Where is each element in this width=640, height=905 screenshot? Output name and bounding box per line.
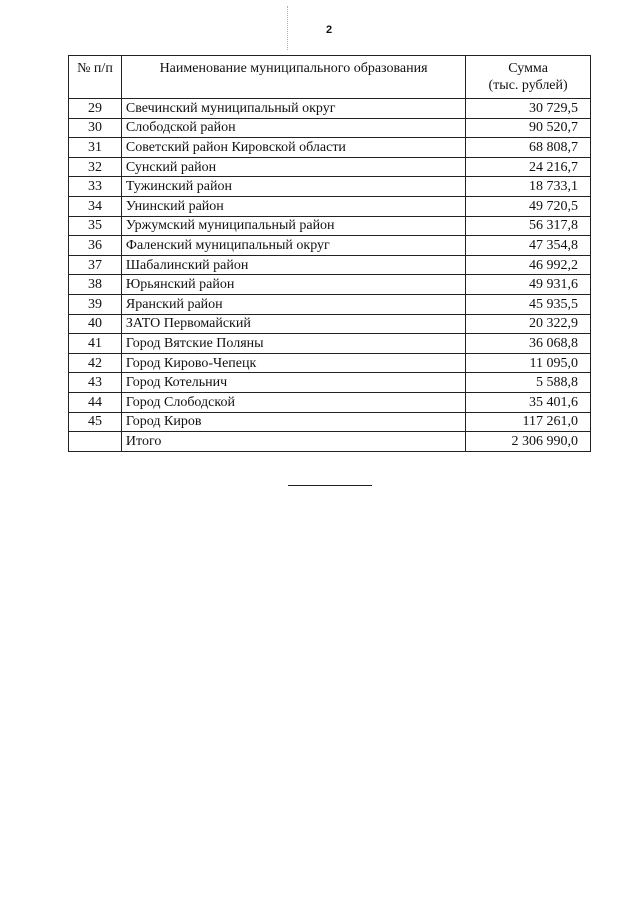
- row-sum: 20 322,9: [466, 314, 591, 334]
- row-number: 39: [69, 294, 122, 314]
- row-number: 34: [69, 196, 122, 216]
- table-row: [69, 275, 591, 295]
- municipal-sums-table: [68, 55, 591, 452]
- table-row: [69, 118, 591, 138]
- row-sum: 45 935,5: [466, 294, 591, 314]
- row-name: Город Вятские Поляны: [121, 334, 465, 354]
- row-number: 37: [69, 255, 122, 275]
- row-sum: 49 720,5: [466, 196, 591, 216]
- row-sum: 68 808,7: [466, 138, 591, 158]
- row-number: 43: [69, 373, 122, 393]
- header-number: № п/п: [69, 56, 122, 99]
- row-name: Город Котельнич: [121, 373, 465, 393]
- row-number: 42: [69, 353, 122, 373]
- row-number: 44: [69, 392, 122, 412]
- row-number: 32: [69, 157, 122, 177]
- total-row: [69, 432, 591, 452]
- header-sum-unit: (тыс. рублей): [488, 78, 568, 93]
- table-row: [69, 334, 591, 354]
- table-row: [69, 392, 591, 412]
- row-sum: 2 306 990,0: [466, 432, 591, 452]
- row-sum: 36 068,8: [466, 334, 591, 354]
- row-name: Город Киров: [121, 412, 465, 432]
- table-body: [69, 99, 591, 452]
- row-sum: 47 354,8: [466, 236, 591, 256]
- row-name: Слободской район: [121, 118, 465, 138]
- table-row: [69, 99, 591, 119]
- row-number: 38: [69, 275, 122, 295]
- row-sum: 18 733,1: [466, 177, 591, 197]
- header-sum: [466, 56, 591, 99]
- row-number: 40: [69, 314, 122, 334]
- row-name: ЗАТО Первомайский: [121, 314, 465, 334]
- row-sum: 90 520,7: [466, 118, 591, 138]
- row-number: 35: [69, 216, 122, 236]
- table-row: [69, 236, 591, 256]
- row-name: Тужинский район: [121, 177, 465, 197]
- row-name: Яранский район: [121, 294, 465, 314]
- table-row: [69, 353, 591, 373]
- row-number: [69, 432, 122, 452]
- row-name: Итого: [121, 432, 465, 452]
- table-row: [69, 314, 591, 334]
- row-name: Город Слободской: [121, 392, 465, 412]
- row-name: Уржумский муниципальный район: [121, 216, 465, 236]
- row-name: Город Кирово-Чепецк: [121, 353, 465, 373]
- row-name: Шабалинский район: [121, 255, 465, 275]
- table-row: [69, 196, 591, 216]
- row-sum: 30 729,5: [466, 99, 591, 119]
- row-name: Фаленский муниципальный округ: [121, 236, 465, 256]
- row-number: 36: [69, 236, 122, 256]
- table-row: [69, 294, 591, 314]
- header-sum-title: Сумма: [508, 61, 548, 76]
- row-sum: 5 588,8: [466, 373, 591, 393]
- table-row: [69, 216, 591, 236]
- row-sum: 46 992,2: [466, 255, 591, 275]
- row-sum: 117 261,0: [466, 412, 591, 432]
- page-number: 2: [326, 24, 333, 36]
- row-number: 30: [69, 118, 122, 138]
- row-name: Советский район Кировской области: [121, 138, 465, 158]
- row-number: 31: [69, 138, 122, 158]
- row-sum: 11 095,0: [466, 353, 591, 373]
- scan-artifact: [287, 6, 298, 50]
- table-header-row: [69, 56, 591, 99]
- table-row: [69, 157, 591, 177]
- row-name: Свечинский муниципальный округ: [121, 99, 465, 119]
- row-name: Юрьянский район: [121, 275, 465, 295]
- table-row: [69, 255, 591, 275]
- row-sum: 24 216,7: [466, 157, 591, 177]
- row-number: 33: [69, 177, 122, 197]
- row-number: 29: [69, 99, 122, 119]
- row-number: 45: [69, 412, 122, 432]
- row-name: Унинский район: [121, 196, 465, 216]
- row-sum: 35 401,6: [466, 392, 591, 412]
- end-of-document-rule: [288, 485, 372, 486]
- row-sum: 49 931,6: [466, 275, 591, 295]
- row-name: Сунский район: [121, 157, 465, 177]
- row-number: 41: [69, 334, 122, 354]
- table-row: [69, 412, 591, 432]
- row-sum: 56 317,8: [466, 216, 591, 236]
- table-row: [69, 373, 591, 393]
- table-row: [69, 177, 591, 197]
- table-row: [69, 138, 591, 158]
- header-name: Наименование муниципального образования: [121, 56, 465, 99]
